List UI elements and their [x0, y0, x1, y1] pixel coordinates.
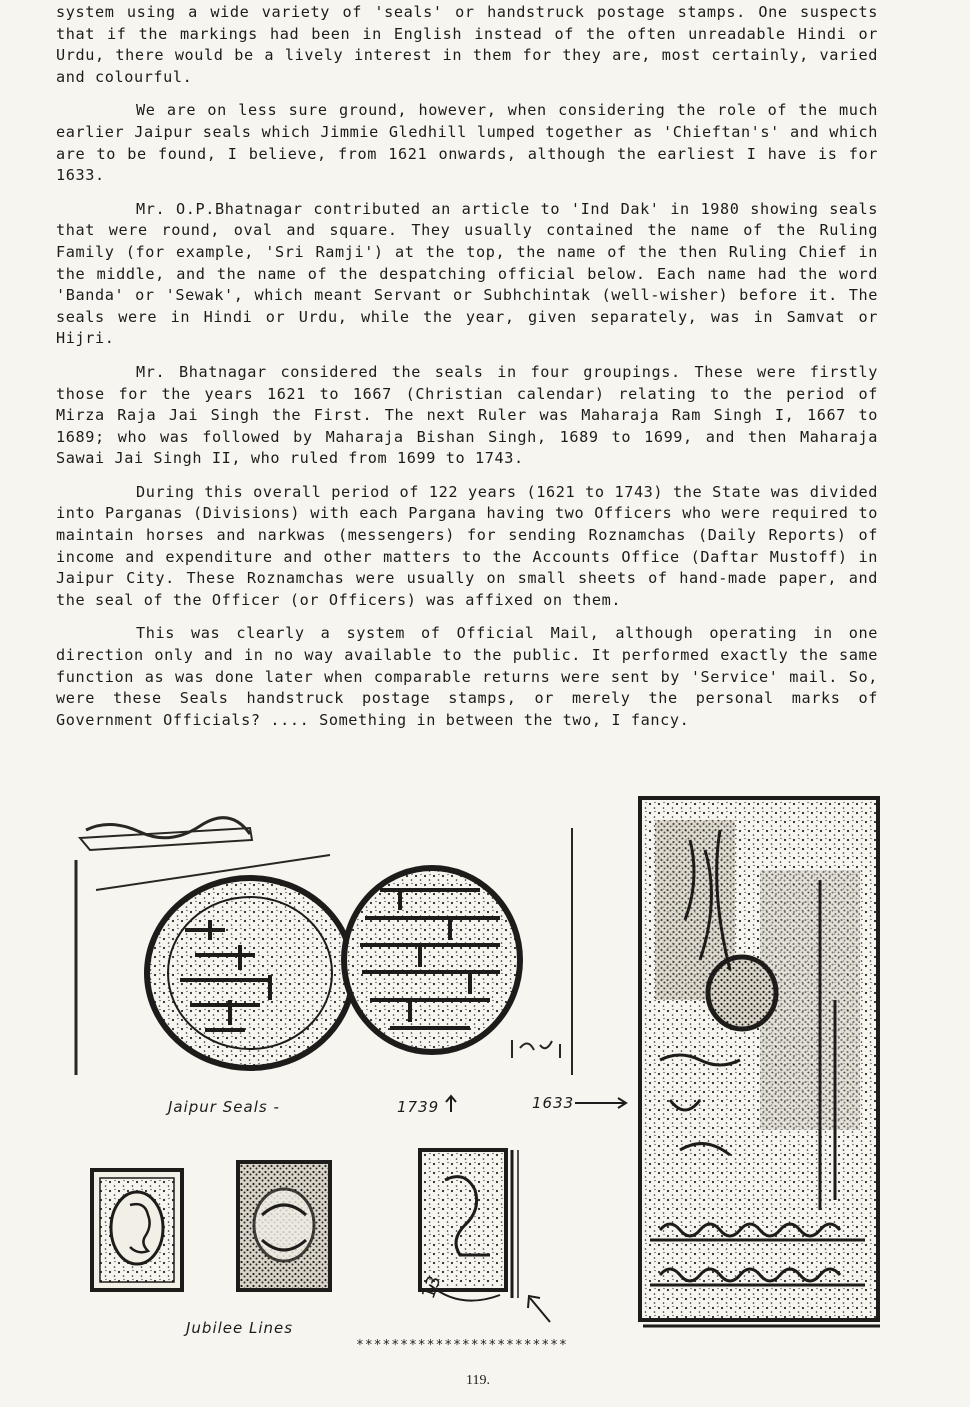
paragraph-1: system using a wide variety of 'seals' or handstruck postage stamps. One suspects that if the markings had been in English instead of the often unreadable Hindi or Urdu, there would be a lively interest in them for they are, most certainly, varied and colourful. — [56, 3, 878, 86]
caption-1739: 1739 — [397, 1098, 440, 1116]
caption-jaipur-seals: Jaipur Seals - — [168, 1098, 280, 1116]
paragraph-3: Mr. O.P.Bhatnagar contributed an article to 'Ind Dak' in 1980 showing seals that were round, oval and square. They usually contained the name of the Ruling Family (for example, 'Sri Ramji') at the top, the name of the then Ruling Chief in the middle, and the name of the despatching official below. Each name had the word 'Banda' or 'Sewak', which meant Servant or Subhchintak (well-wisher) before it. The seals were in Hindi or Urdu, while the year, given separately, was in Samvat or Hijri. — [56, 199, 878, 348]
paragraph-4: Mr. Bhatnagar considered the seals in four groupings. These were firstly those for the years 1621 to 1667 (Christian calendar) relating to the period of Mirza Raja Jai Singh the First. The next Ruler was Maharaja Ram Singh I, 1667 to 1689; who was followed by Maharaja Bishan Singh, 1689 to 1699, and then Maharaja Sawai Jai Singh II, who ruled from 1699 to 1743. — [56, 362, 878, 468]
postmark-text: 13 — [417, 1273, 446, 1302]
arrow-diagonal-icon — [528, 1296, 550, 1322]
stamp-cancelled — [238, 1162, 330, 1290]
jaipur-seals-image — [76, 818, 572, 1075]
caption-1633: 1633 — [532, 1094, 575, 1112]
star-separator: ************************ — [356, 1338, 568, 1353]
oval-seal — [708, 957, 776, 1029]
stamp-jubilee-lines — [418, 1150, 518, 1302]
document-1633-image — [640, 798, 880, 1326]
paragraph-6: This was clearly a system of Official Mail, although operating in one direction only and in no way available to the public. It performed exactly the same function as was done later when comparable returns were sent by 'Service' mail. So, were these Seals handstruck postage stamps, or merely the personal marks of Government Officials? .... Something in between the two, I fancy. — [56, 624, 878, 729]
page-number: 119. — [466, 1373, 490, 1388]
arrow-right-icon — [575, 1098, 626, 1108]
paragraph-2: We are on less sure ground, however, when considering the role of the much earlier Jaipur seals which Jimmie Gledhill lumped together as 'Chieftan's' and which are to be found, I believe, from 1621 onwards, although the earliest I have is for 1633. — [56, 101, 878, 185]
stamp-profile — [92, 1170, 182, 1290]
round-seal-left — [147, 878, 353, 1068]
paragraph-5: During this overall period of 122 years (1621 to 1743) the State was divided into Parganas (Divisions) with each Pargana having two Officers who were required to maintain horses and narkwas (messengers) for sending Roznamchas (Daily Reports) of income and expenditure and other matters to the Accounts Office (Daftar Mustoff) in Jaipur City. These Roznamchas were usually on small sheets of hand-made paper, and the seal of the Officer (or Officers) was affixed on them. — [56, 482, 878, 609]
caption-jubilee-lines: Jubilee Lines — [186, 1319, 294, 1337]
round-seal-right — [344, 868, 520, 1052]
arrow-up-icon — [446, 1096, 456, 1112]
